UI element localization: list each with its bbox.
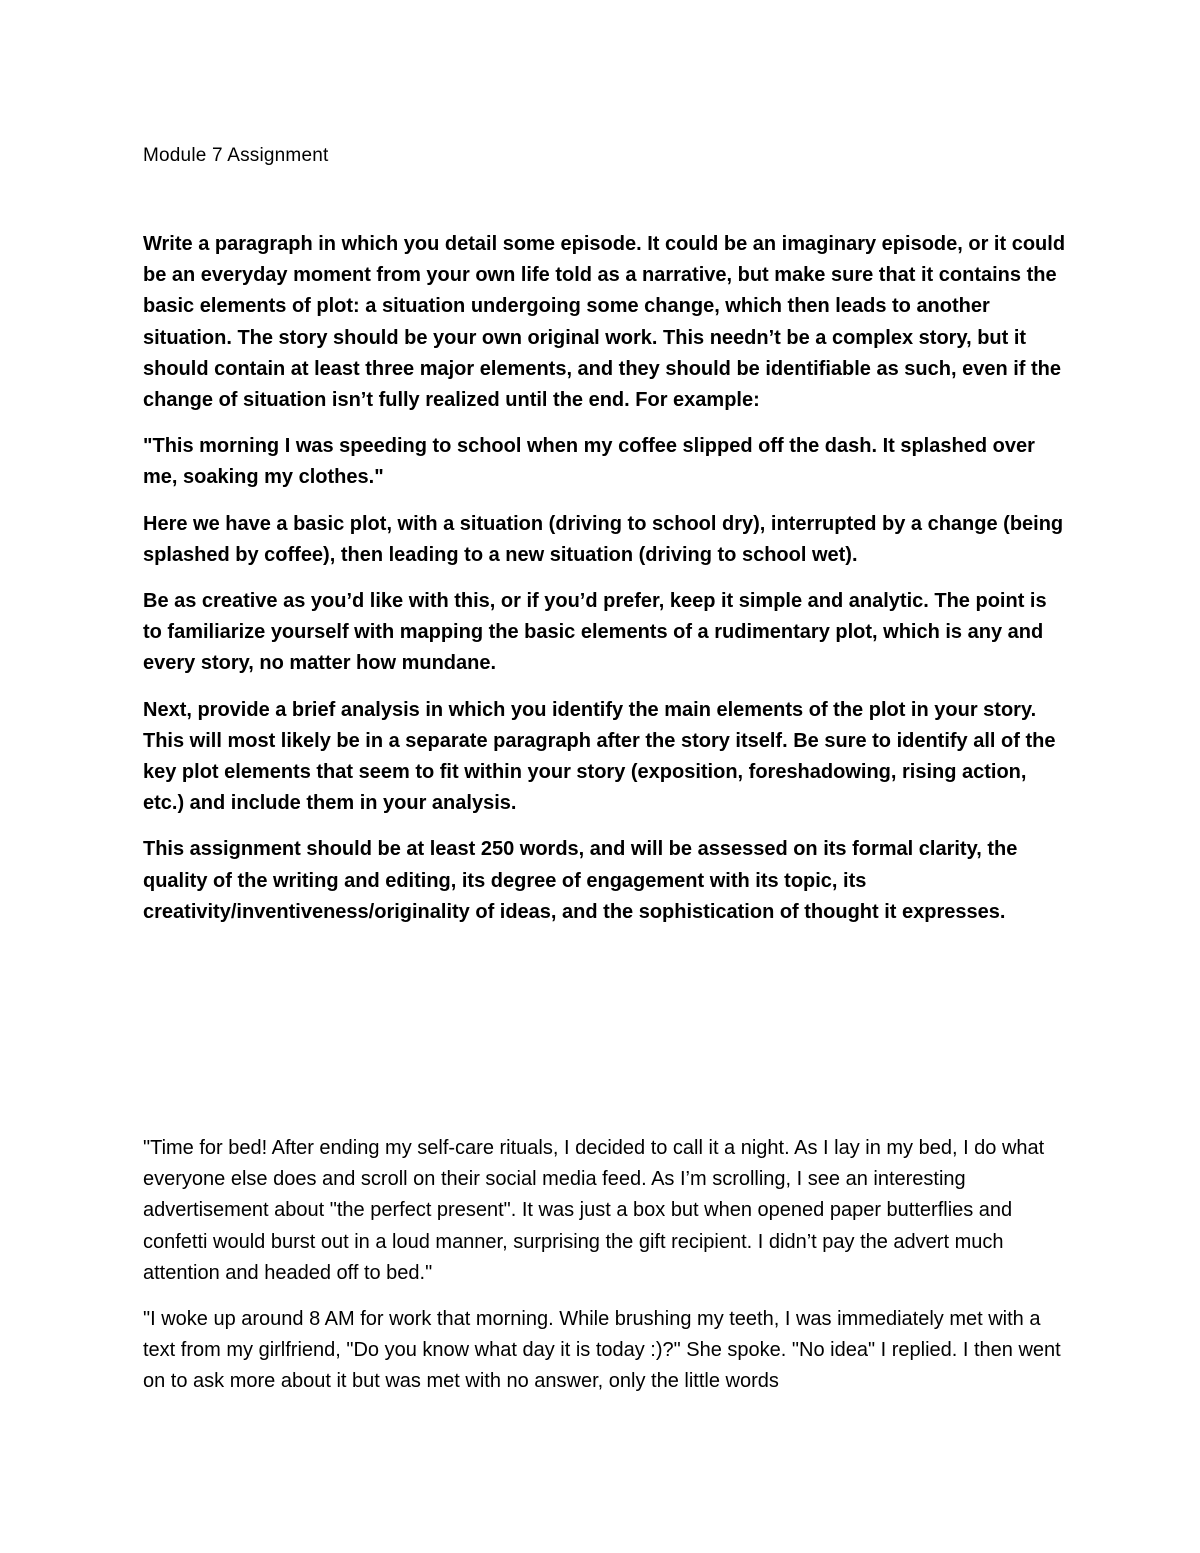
instructions-paragraph: Here we have a basic plot, with a situation (driving to school dry), interrupted by a change (being splashed by coffee), then leading to a new situation (driving to school wet). [143, 512, 1064, 566]
instructions-paragraph: Be as creative as you’d like with this, or if you’d prefer, keep it simple and analytic. The point is to familiarize yourself with mapping the basic elements of a rudimentary plot, which is any and every story, no matter how mundane. [143, 590, 1047, 675]
student-story [143, 1133, 1068, 1413]
story-paragraph: "I woke up around 8 AM for work that morning. While brushing my teeth, I was immediately met with a text from my girlfriend, "Do you know what day it is today :)?" She spoke. "No idea" I replied. I then went on to ask more about it but was met with no answer, only the little words [143, 1308, 1061, 1393]
document-title: Module 7 Assignment [143, 145, 329, 166]
story-paragraph: "Time for bed! After ending my self-care rituals, I decided to call it a night. As I lay in my bed, I do what everyone else does and scroll on their social media feed. As I’m scrolling, I see an interesting advertisement about "the perfect present". It was just a box but when opened paper butterflies and confetti would burst out in a loud manner, surprising the gift recipient. I didn’t pay the advert much attention and headed off to bed." [143, 1137, 1045, 1284]
assignment-instructions [143, 229, 1068, 943]
instructions-paragraph: Next, provide a brief analysis in which you identify the main elements of the plot in your story. This will most likely be in a separate paragraph after the story itself. Be sure to identify all of the key plot elements that seem to fit within your story (exposition, foreshadowing, rising action, etc.) and include them in your analysis. [143, 698, 1056, 815]
example-quote: "This morning I was speeding to school when my coffee slipped off the dash. It splashed over me, soaking my clothes." [143, 435, 1035, 489]
instructions-paragraph: This assignment should be at least 250 words, and will be assessed on its formal clarity, the quality of the writing and editing, its degree of engagement with its topic, its creativity/inventiveness/originality of ideas, and the sophistication of thought it expresses. [143, 838, 1018, 923]
instructions-paragraph: Write a paragraph in which you detail some episode. It could be an imaginary episode, or it could be an everyday moment from your own life told as a narrative, but make sure that it contains the basic elements of plot: a situation undergoing some change, which then leads to another situation. The story should be your own original work. This needn’t be a complex story, but it should contain at least three major elements, and they should be identifiable as such, even if the change of situation isn’t fully realized until the end. For example: [143, 233, 1066, 412]
